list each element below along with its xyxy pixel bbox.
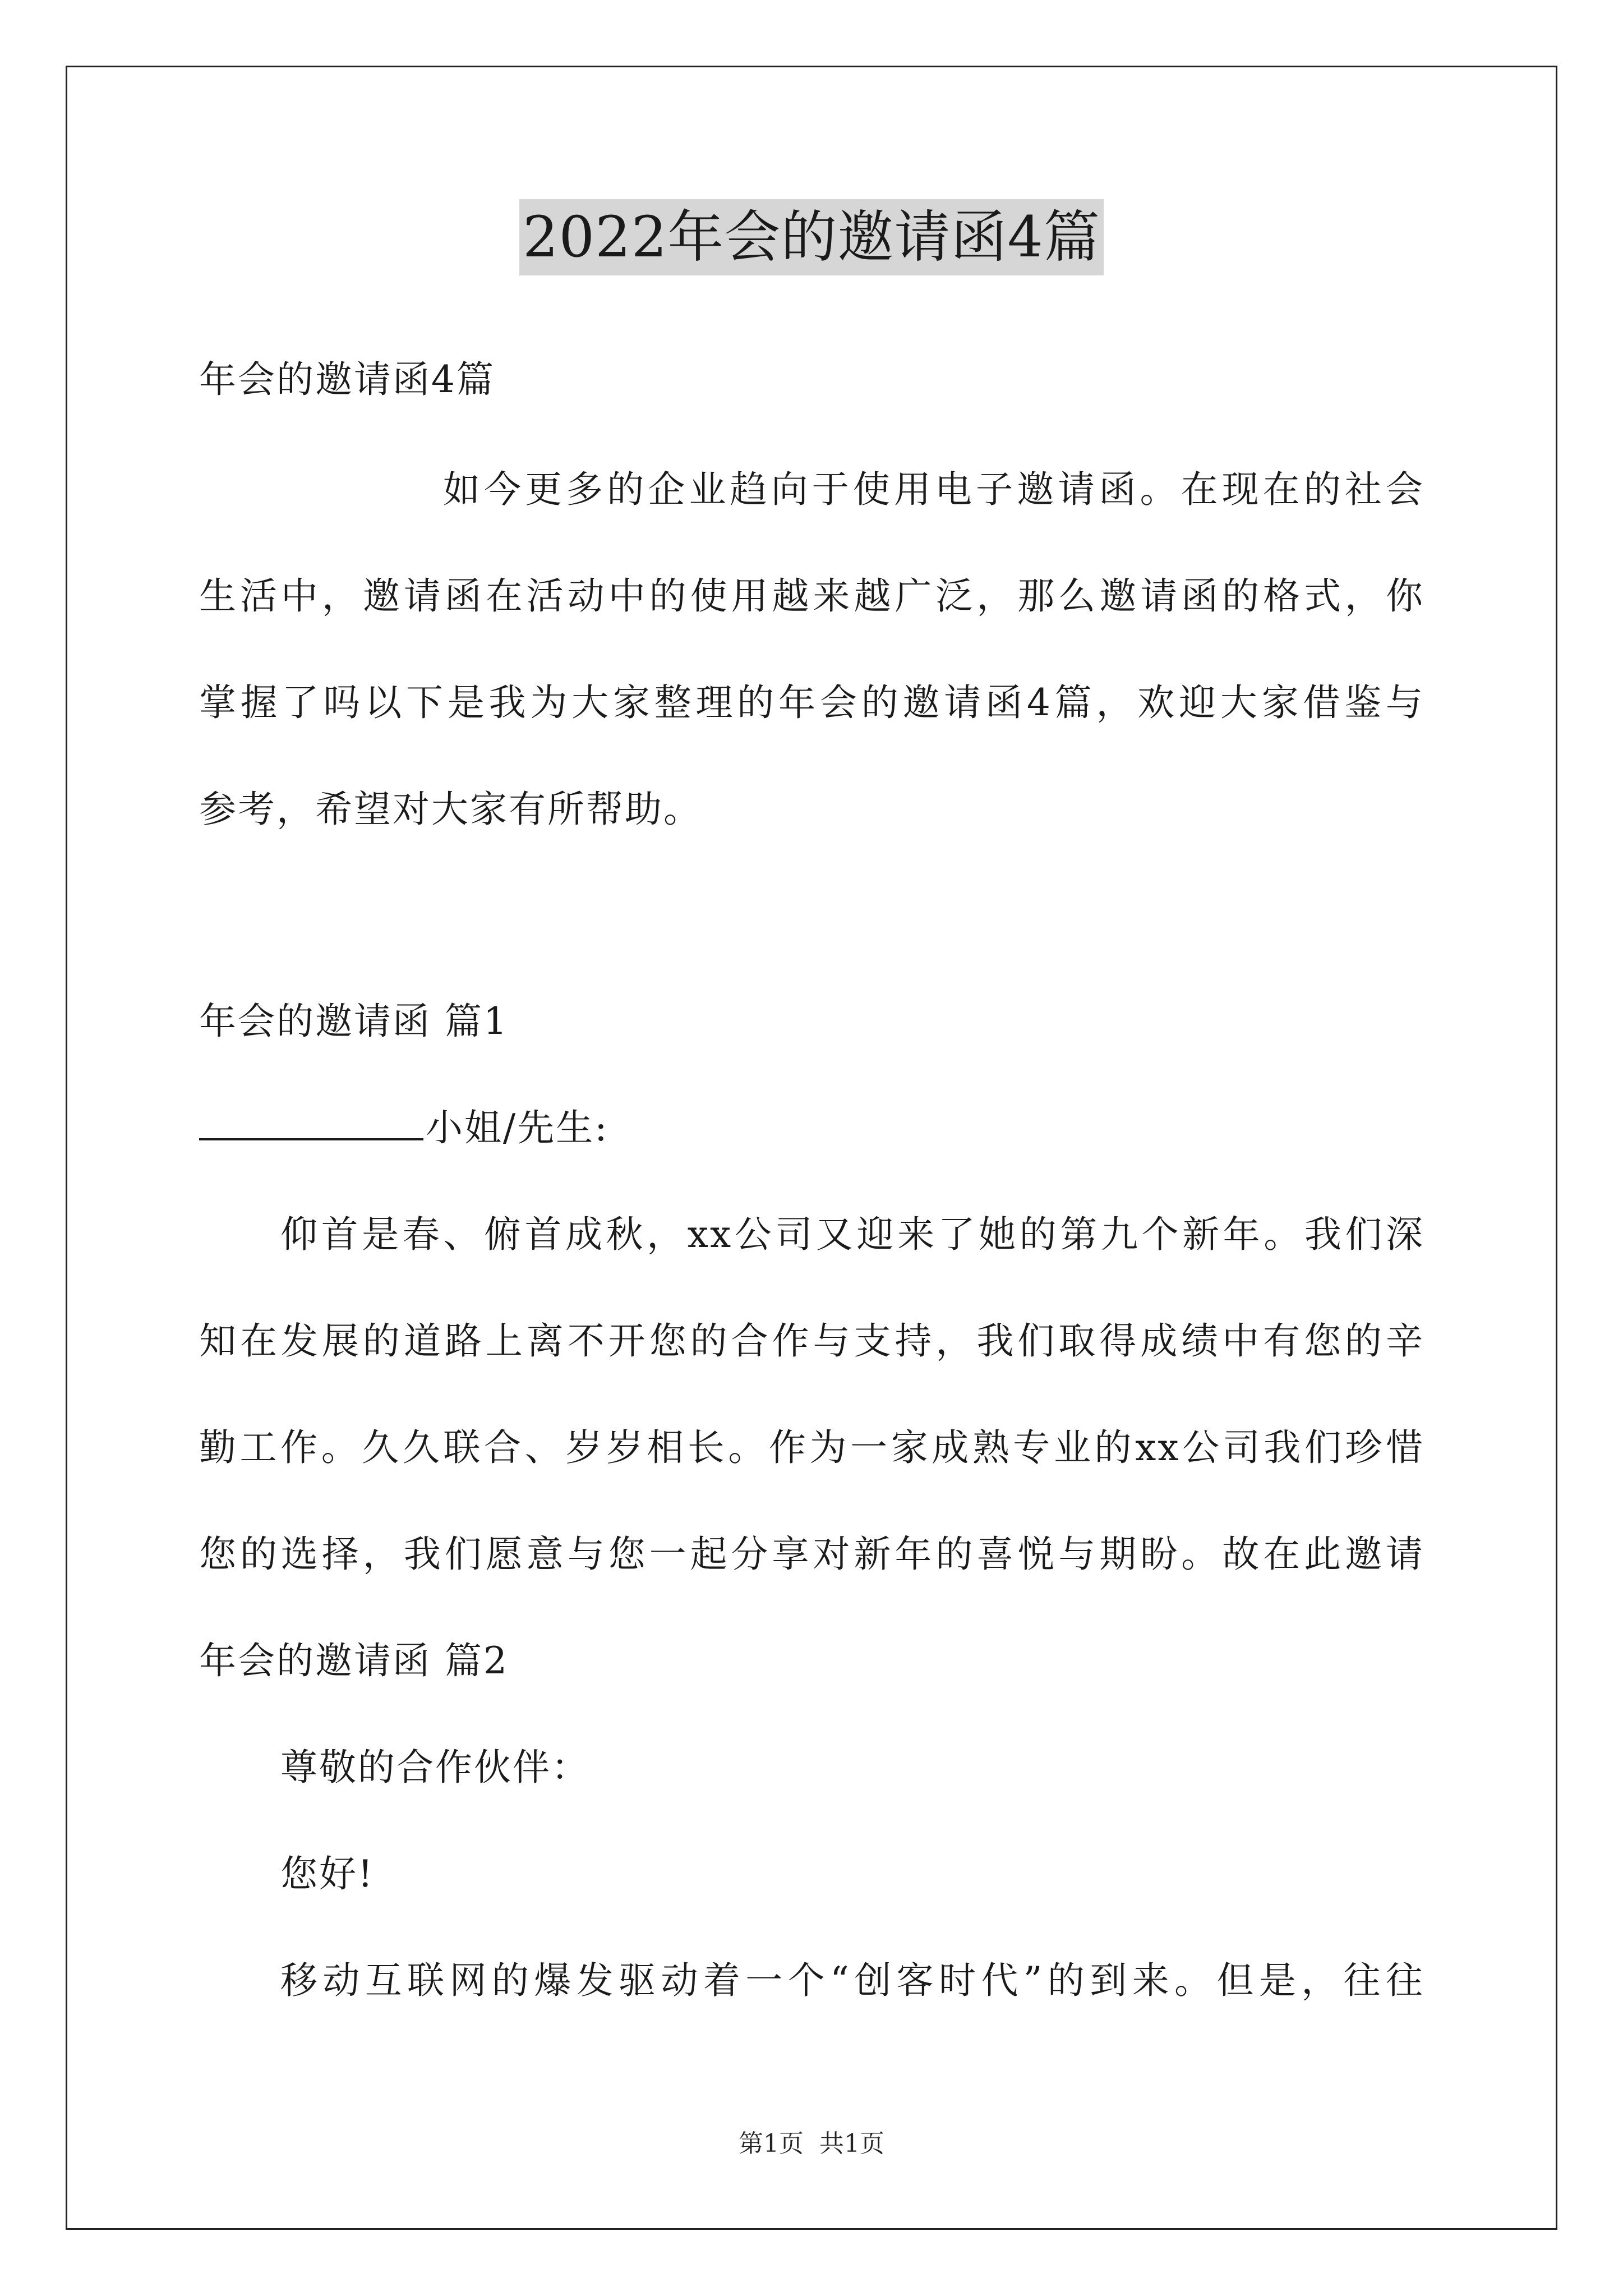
intro-line-2: 生活中，邀请函在活动中的使用越来越广泛，那么邀请函的格式，你	[199, 574, 1424, 618]
page-footer	[0, 2127, 1623, 2161]
page-number-total: 共1页	[819, 2129, 884, 2158]
document-title: 2022年会的邀请函4篇	[519, 199, 1104, 275]
section2-body-line-1: 移动互联网的爆发驱动着一个“创客时代”的到来。但是，往往	[280, 1959, 1424, 2002]
intro-line-4: 参考，希望对大家有所帮助。	[199, 788, 702, 831]
intro-line-3: 掌握了吗以下是我为大家整理的年会的邀请函4篇，欢迎大家借鉴与	[199, 681, 1424, 724]
section1-body-line-4: 您的选择，我们愿意与您一起分享对新年的喜悦与期盼。故在此邀请	[199, 1533, 1424, 1576]
section1-body-line-2: 知在发展的道路上离不开您的合作与支持，我们取得成绩中有您的辛	[199, 1319, 1424, 1363]
section1-body-line-3: 勤工作。久久联合、岁岁相长。作为一家成熟专业的xx公司我们珍惜	[199, 1426, 1424, 1469]
section1-heading: 年会的邀请函 篇1	[199, 1000, 509, 1043]
title-container	[0, 199, 1623, 275]
section1-salutation: 小姐/先生:	[426, 1106, 609, 1149]
section1-body-line-1: 仰首是春、俯首成秋，xx公司又迎来了她的第九个新年。我们深	[280, 1213, 1424, 1256]
page-number-current: 第1页	[739, 2129, 804, 2158]
section2-salutation: 尊敬的合作伙伴：	[280, 1746, 590, 1789]
document-subtitle: 年会的邀请函4篇	[199, 358, 495, 401]
section2-heading: 年会的邀请函 篇2	[199, 1639, 509, 1682]
section2-greeting: 您好!	[280, 1852, 375, 1895]
name-blank-underline	[199, 1103, 423, 1140]
intro-line-1: 如今更多的企业趋向于使用电子邀请函。在现在的社会	[443, 468, 1424, 511]
section1-salutation-line	[199, 1103, 608, 1153]
